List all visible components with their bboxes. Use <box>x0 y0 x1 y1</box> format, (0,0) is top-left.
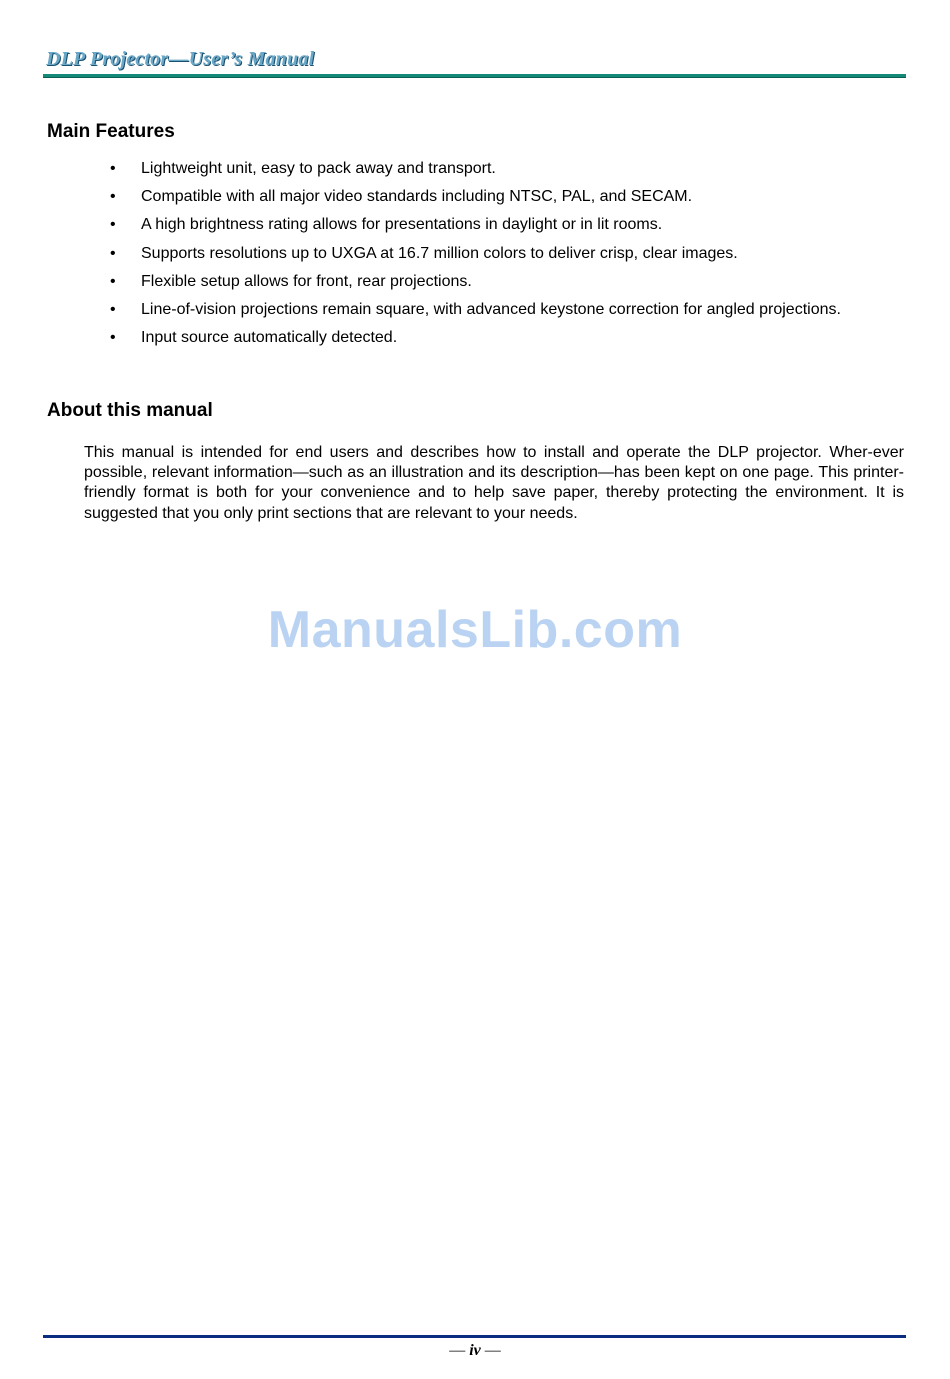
page-number-value: iv <box>469 1342 481 1359</box>
list-item <box>0 271 950 299</box>
feature-text: A high brightness rating allows for presentations in daylight or in lit rooms. <box>141 216 663 234</box>
bullet-icon: • <box>110 216 116 234</box>
list-item <box>0 327 950 355</box>
main-features-heading: Main Features <box>47 121 175 142</box>
feature-text: Flexible setup allows for front, rear projections. <box>141 272 472 290</box>
page-number-dash-right: — <box>484 1342 501 1359</box>
about-manual-paragraph: This manual is intended for end users and describes how to install and operate the DLP projector. Wher-ever possible, relevant information—such as an illustration and its description—has been kept on one page. This printer-friendly format is both for your convenience and to help save paper, thereby protecting the environment. It is suggested that you only print sections that are relevant to your needs. <box>84 444 904 522</box>
list-item <box>0 299 950 327</box>
list-item <box>0 186 950 214</box>
feature-text: Supports resolutions up to UXGA at 16.7 million colors to deliver crisp, clear images. <box>141 244 738 262</box>
footer-rule <box>43 1335 906 1338</box>
feature-text: Input source automatically detected. <box>141 329 398 347</box>
list-item <box>0 158 950 186</box>
feature-text: Line-of-vision projections remain square, with advanced keystone correction for angled projections. <box>141 300 841 318</box>
list-item <box>0 243 950 271</box>
bullet-icon: • <box>110 300 116 318</box>
feature-text: Lightweight unit, easy to pack away and transport. <box>141 160 496 177</box>
about-manual-heading: About this manual <box>47 400 213 421</box>
bullet-icon: • <box>110 244 116 262</box>
header-rule <box>43 74 906 78</box>
bullet-icon: • <box>110 329 116 347</box>
bullet-icon: • <box>110 272 116 290</box>
feature-text: Compatible with all major video standards including NTSC, PAL, and SECAM. <box>141 188 693 206</box>
watermark-logo: ManualsLib.com <box>267 601 683 659</box>
bullet-icon: • <box>110 160 116 177</box>
running-header-title: DLP Projector—User’s Manual <box>46 48 315 70</box>
bullet-icon: • <box>110 188 116 206</box>
feature-list <box>0 158 950 355</box>
page-number <box>0 1342 950 1360</box>
page-number-dash-left: — <box>449 1342 466 1359</box>
list-item <box>0 214 950 242</box>
